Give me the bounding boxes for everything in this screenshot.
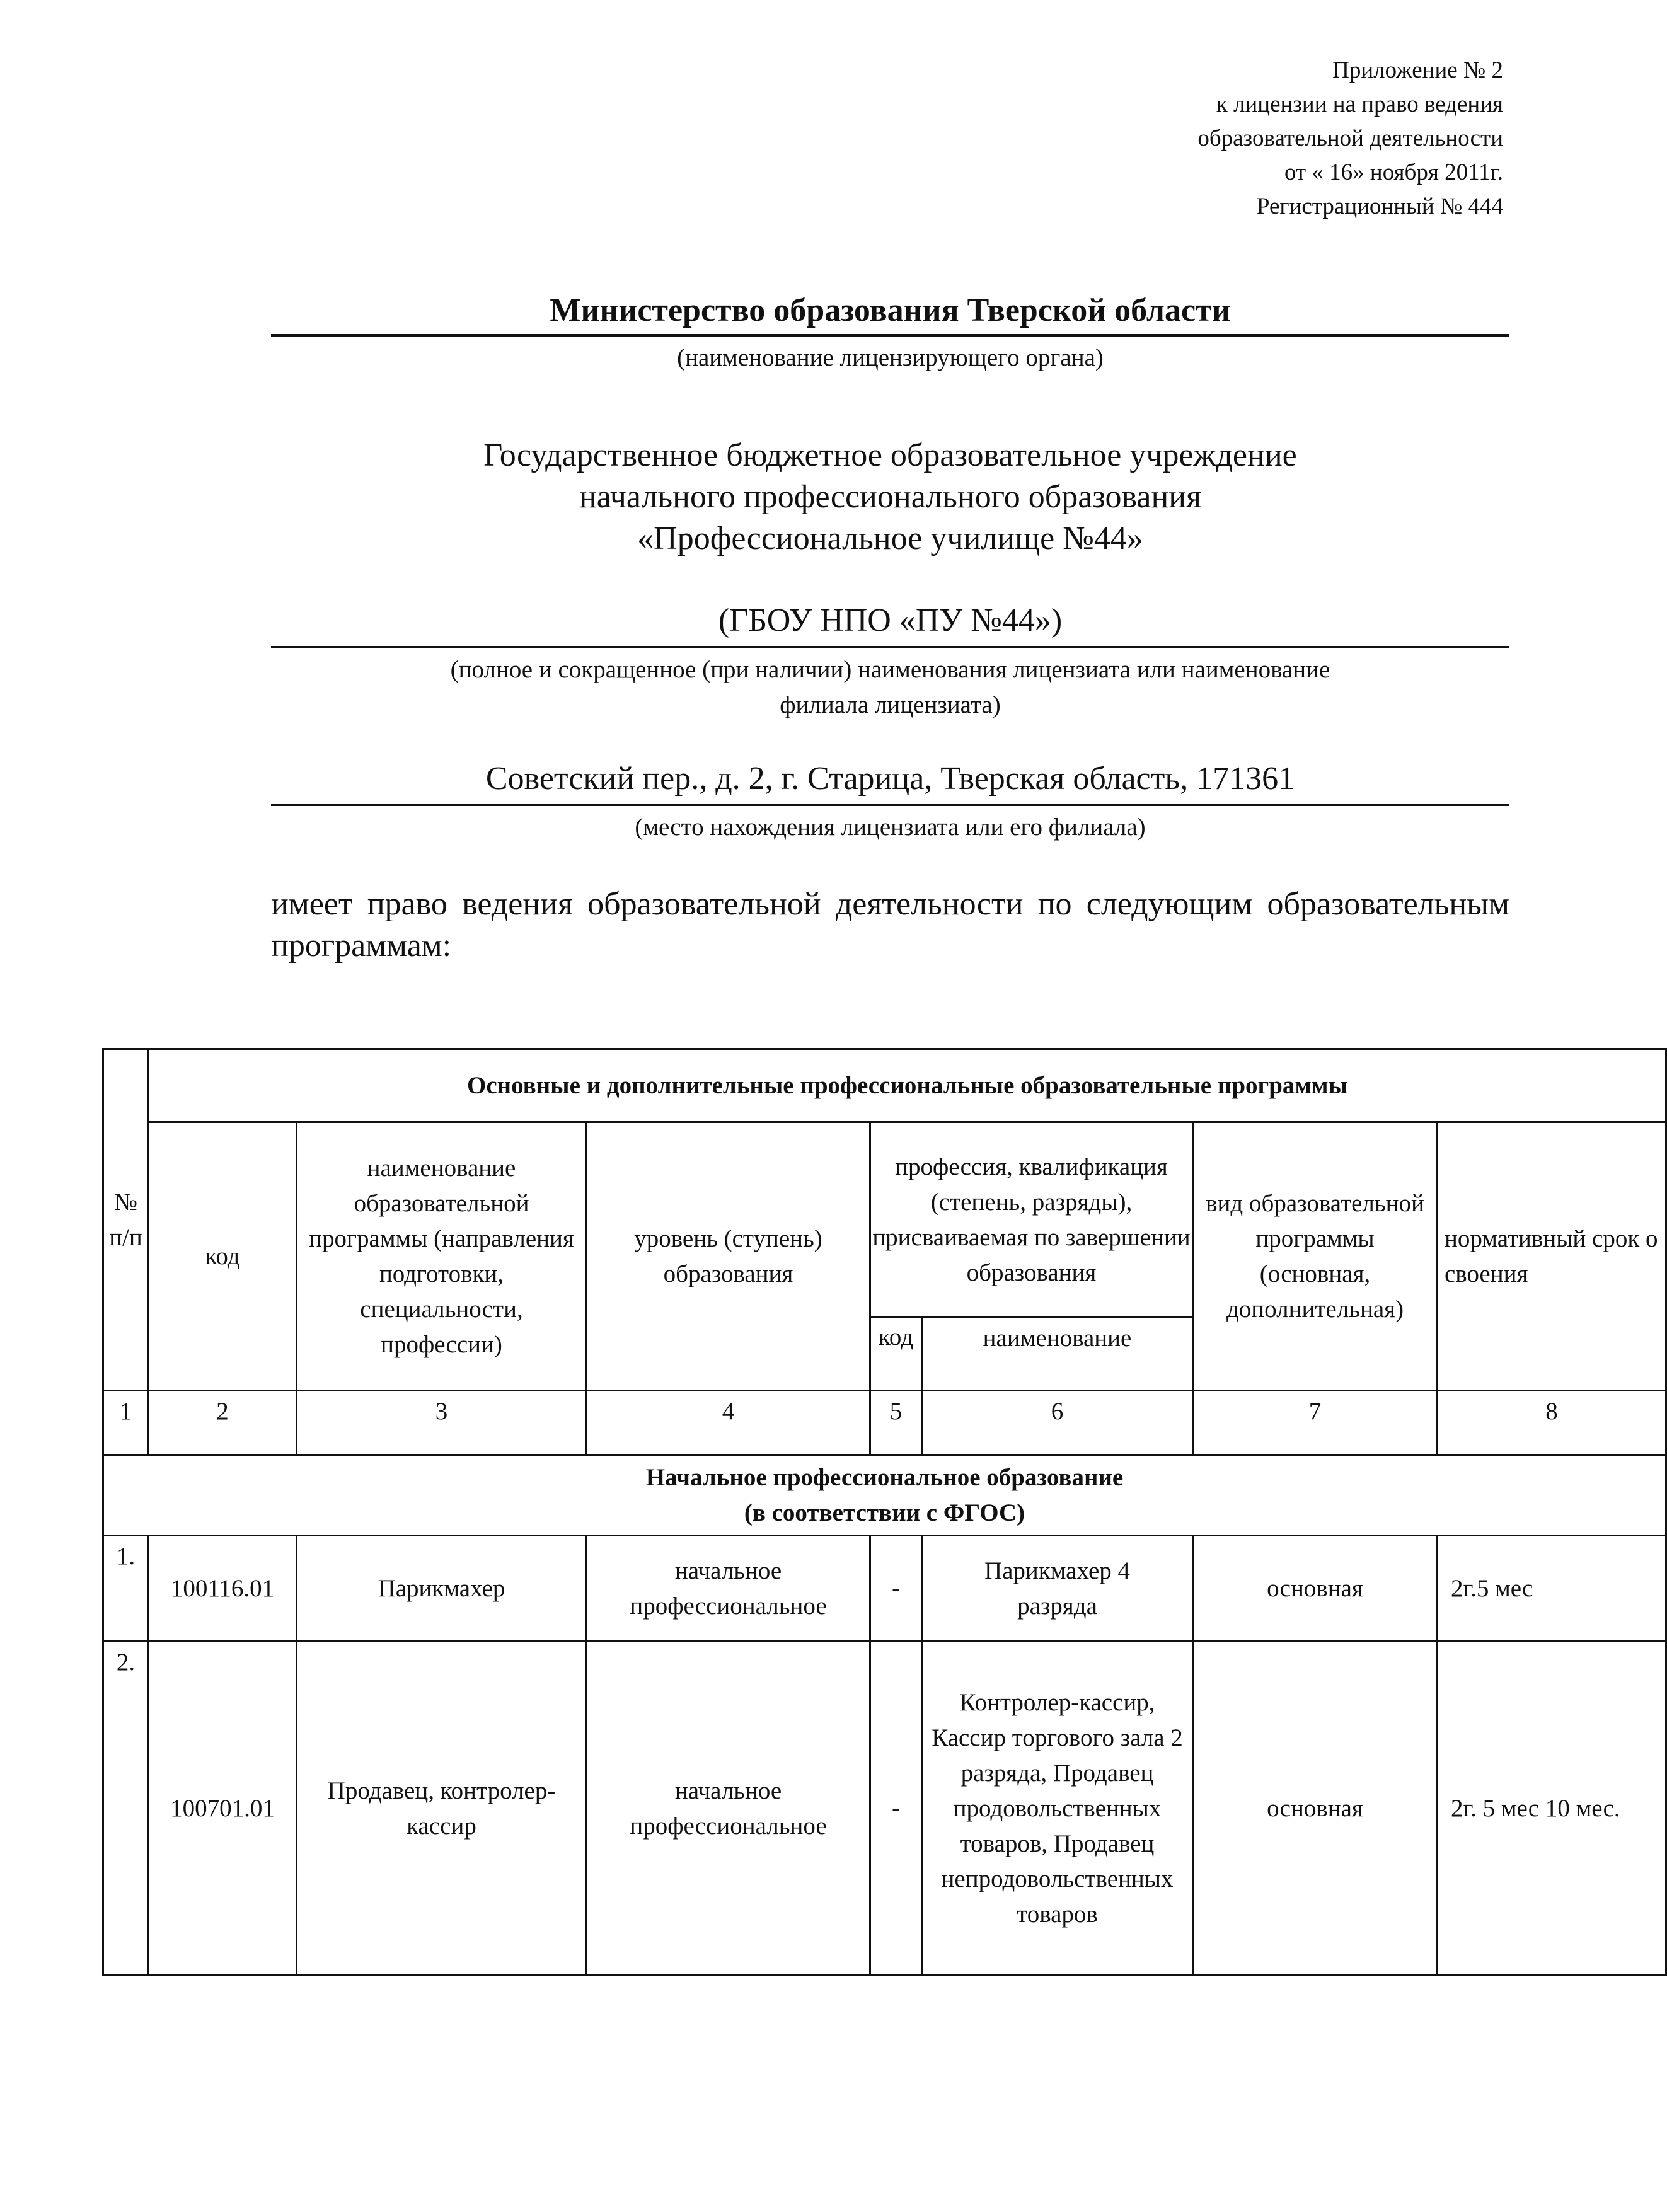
licensee-line: Государственное бюджетное образовательное учреждение [483,437,1297,473]
address-caption: (место нахождения лицензиата или его филиала) [635,814,1146,841]
header-term: нормативный срок освоения [1438,1122,1666,1391]
row-code: 100116.01 [149,1536,297,1642]
row-level: начальное профессиональное [587,1642,870,1976]
row-term: 2г. 5 мес 10 мес. [1438,1642,1666,1976]
appendix-line: Регистрационный № 444 [1256,193,1503,219]
header-sub-code: код [870,1318,922,1391]
header-group: Основные и дополнительные профессиональные образовательные программы [149,1049,1666,1122]
licensee-underline [271,646,1509,648]
licensee-caption [271,652,1509,723]
column-number: 5 [870,1391,922,1455]
column-number: 2 [149,1391,297,1455]
licensee-full-name [271,435,1509,560]
licensee-line: начального профессионального образования [579,479,1202,515]
table-row [103,1536,1666,1642]
appendix-line: от « 16» ноября 2011г. [1284,159,1503,185]
header-profession: профессия, квалификация (степень, разряды), присваиваемая по завершении образования [870,1122,1193,1318]
ministry-caption: (наименование лицензирующего органа) [677,344,1104,371]
row-program-type: основная [1193,1642,1438,1976]
column-number: 1 [103,1391,149,1455]
row-num: 1. [103,1536,149,1642]
appendix-line: к лицензии на право ведения [1216,91,1503,117]
row-program-type: основная [1193,1536,1438,1642]
table-row [103,1642,1666,1976]
row-program-name: Парикмахер [297,1536,587,1642]
column-number: 6 [922,1391,1193,1455]
licensee-short-name: (ГБОУ НПО «ПУ №44») [718,602,1063,638]
ministry-underline [271,334,1509,337]
programs-table-wrap [102,1048,1658,1976]
column-number: 8 [1438,1391,1666,1455]
column-number: 4 [587,1391,870,1455]
row-prof-name: Контролер-кассир, Кассир торгового зала 2 разряда, Продавец продовольственных товаров, Продавец непродовольственных товаров [922,1642,1193,1976]
appendix-line: Приложение № 2 [1332,57,1503,83]
row-num: 2. [103,1642,149,1976]
row-prof-code: - [870,1536,922,1642]
row-prof-code: - [870,1642,922,1976]
licensee-line: «Профессиональное училище №44» [637,521,1143,556]
address-underline [271,804,1509,806]
section-subtitle: (в соответствии с ФГОС) [744,1499,1025,1526]
appendix-block [936,54,1503,224]
header-num: № п/п [103,1049,149,1391]
licensee-caption-line: филиала лицензиата) [780,691,1001,718]
header-code: код [149,1122,297,1391]
section-title: Начальное профессиональное образование [645,1463,1124,1491]
section-header [103,1455,1666,1536]
row-term: 2г.5 мес [1438,1536,1666,1642]
row-program-name: Продавец, контролер-кассир [297,1642,587,1976]
row-code: 100701.01 [149,1642,297,1976]
column-number: 7 [1193,1391,1438,1455]
row-level: начальное профессиональное [587,1536,870,1642]
ministry-name: Министерство образования Тверской области [550,292,1231,328]
column-number: 3 [297,1391,587,1455]
header-level: уровень (ступень) образования [587,1122,870,1391]
row-prof-name: Парикмахер 4 разряда [922,1536,1193,1642]
header-program-name: наименование образовательной программы (направления подготовки, специальности, профессии) [297,1122,587,1391]
statement-text: имеет право ведения образовательной деятельности по следующим образовательным программам: [271,886,1509,964]
header-program-type: вид образовательной программы (основная, дополнительная) [1193,1122,1438,1391]
licensee-caption-line: (полное и сокращенное (при наличии) наименования лицензиата или наименование [450,656,1330,683]
programs-table [102,1048,1667,1976]
licensee-address: Советский пер., д. 2, г. Старица, Тверская область, 171361 [485,761,1295,797]
appendix-line: образовательной деятельности [1197,125,1503,151]
header-sub-name: наименование [922,1318,1193,1391]
